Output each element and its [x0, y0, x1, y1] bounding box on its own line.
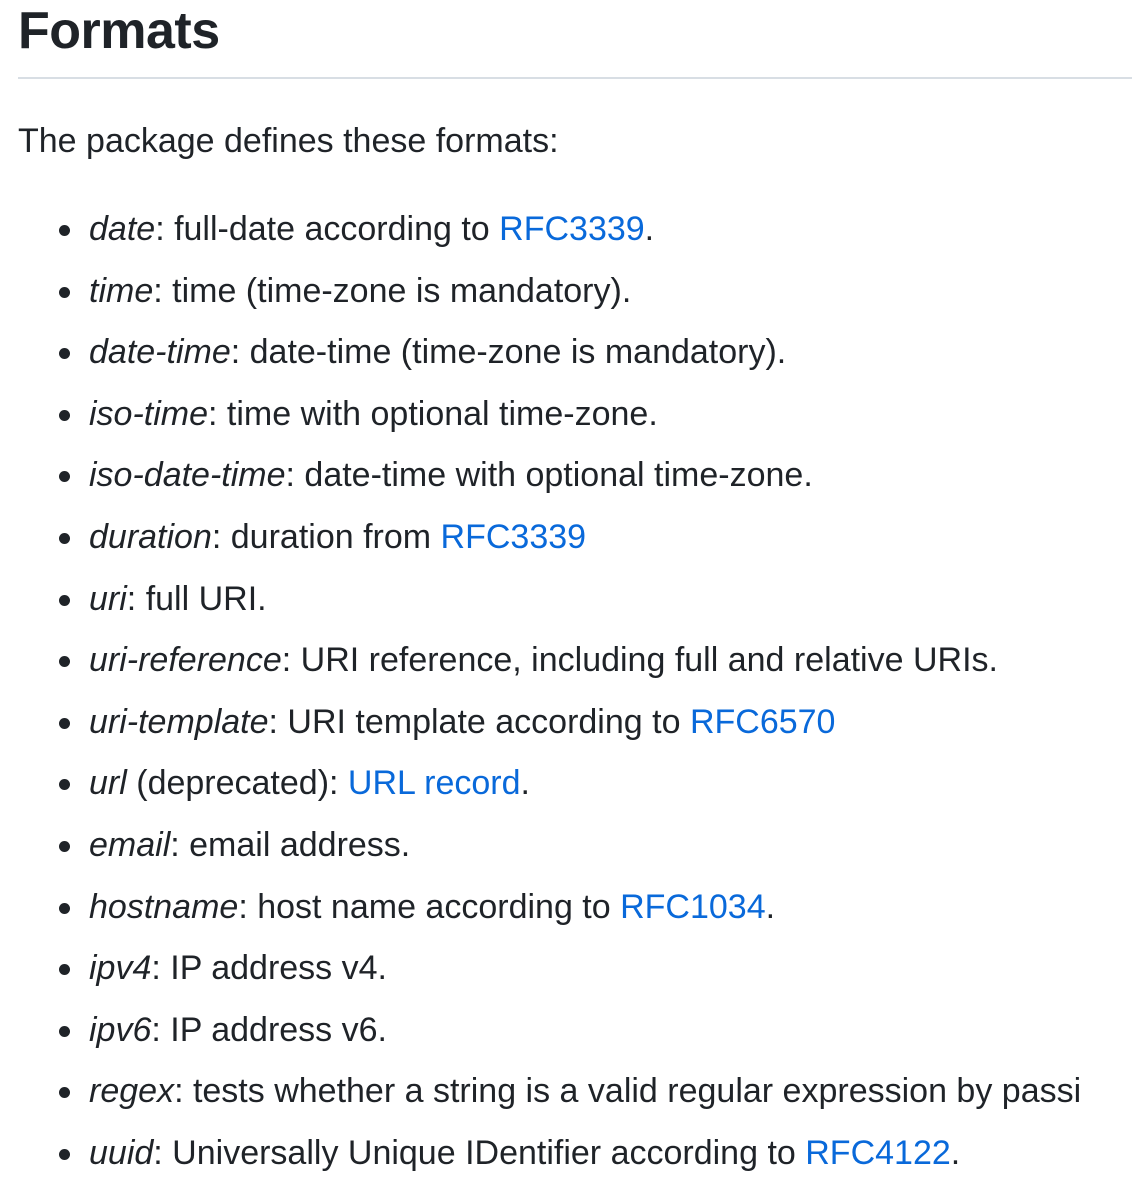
format-name: uuid: [89, 1133, 154, 1172]
list-item: [18, 514, 1132, 576]
bullet-icon: [59, 1026, 70, 1037]
format-description: : full URI.: [126, 579, 267, 618]
list-item: [18, 391, 1132, 453]
format-name: regex: [89, 1072, 175, 1111]
format-name: date: [89, 210, 156, 248]
bullet-icon: [59, 964, 70, 975]
trailing-punctuation: .: [644, 210, 655, 248]
format-description: : full-date according to: [155, 210, 500, 248]
bullet-icon: [59, 410, 70, 421]
format-list: [18, 206, 1132, 1192]
format-name: iso-date-time: [89, 456, 286, 495]
list-item: [18, 1068, 1132, 1130]
bullet-icon: [59, 779, 70, 790]
format-name: url: [89, 764, 127, 803]
trailing-punctuation: .: [950, 1133, 961, 1172]
list-item: [18, 822, 1132, 884]
format-description: (deprecated):: [126, 764, 348, 803]
format-name: uri-reference: [89, 641, 282, 680]
list-item: [18, 760, 1132, 822]
section-heading: Formats: [18, 2, 220, 60]
rfc-link[interactable]: RFC4122: [805, 1133, 951, 1172]
bullet-icon: [59, 1149, 70, 1160]
bullet-icon: [59, 841, 70, 852]
bullet-icon: [59, 533, 70, 544]
format-description: : time with optional time-zone.: [208, 394, 658, 433]
format-name: uri: [89, 579, 127, 618]
list-item: [18, 206, 1132, 268]
list-item: [18, 268, 1132, 330]
rfc-link[interactable]: RFC3339: [499, 210, 645, 248]
rfc-link[interactable]: RFC1034: [620, 887, 766, 926]
format-name: email: [89, 825, 171, 864]
bullet-icon: [59, 656, 70, 667]
format-description: : date-time with optional time-zone.: [285, 456, 813, 495]
list-item: [18, 884, 1132, 946]
format-name: ipv6: [89, 1010, 152, 1049]
format-description: : time (time-zone is mandatory).: [153, 271, 632, 310]
list-item: [18, 452, 1132, 514]
format-description: : tests whether a string is a valid regular expression by passi: [174, 1072, 1082, 1111]
intro-paragraph: The package defines these formats:: [18, 122, 559, 160]
format-name: hostname: [89, 887, 239, 926]
list-item: [18, 329, 1132, 391]
format-name: duration: [89, 517, 212, 556]
format-description: : IP address v4.: [151, 949, 387, 988]
format-description: : IP address v6.: [151, 1010, 387, 1049]
format-name: uri-template: [89, 702, 269, 741]
bullet-icon: [59, 225, 70, 236]
list-item: [18, 1130, 1132, 1192]
format-name: time: [89, 271, 154, 310]
bullet-icon: [59, 903, 70, 914]
format-description: : email address.: [170, 825, 411, 864]
trailing-punctuation: .: [765, 887, 776, 926]
bullet-icon: [59, 348, 70, 359]
format-description: : duration from: [211, 517, 441, 556]
rfc-link[interactable]: RFC6570: [689, 702, 836, 741]
format-description: : URI reference, including full and relative URIs.: [281, 641, 998, 680]
list-item: [18, 637, 1132, 699]
format-name: date-time: [89, 333, 231, 372]
rfc-link[interactable]: RFC3339: [440, 517, 587, 556]
list-item: [18, 1007, 1132, 1069]
bullet-icon: [59, 471, 70, 482]
list-item: [18, 576, 1132, 638]
bullet-icon: [59, 595, 70, 606]
readme-content: [18, 0, 1132, 1172]
format-description: : date-time (time-zone is mandatory).: [230, 333, 787, 372]
url-record-link[interactable]: URL record: [347, 764, 521, 803]
format-name: ipv4: [89, 949, 152, 988]
format-description: : URI template according to: [268, 702, 690, 741]
heading-divider: [18, 77, 1132, 79]
trailing-punctuation: .: [520, 764, 530, 803]
bullet-icon: [59, 1087, 70, 1098]
format-description: : Universally Unique IDentifier according to: [153, 1133, 806, 1172]
list-item: [18, 945, 1132, 1007]
format-name: iso-time: [89, 394, 209, 433]
bullet-icon: [59, 287, 70, 298]
bullet-icon: [59, 718, 70, 729]
list-item: [18, 699, 1132, 761]
format-description: : host name according to: [238, 887, 621, 926]
